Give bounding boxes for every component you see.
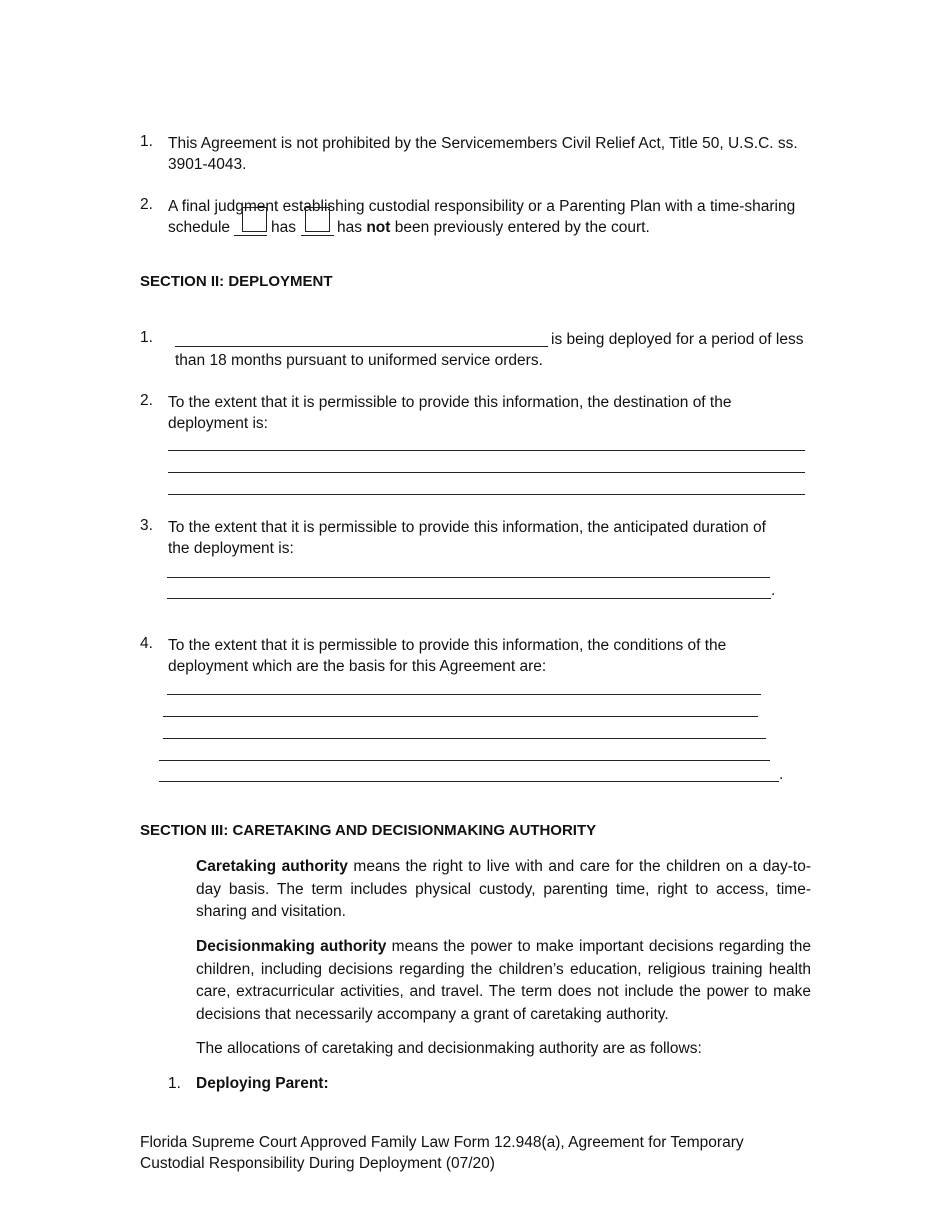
judgment-tail: been previously entered by the court. — [394, 219, 650, 236]
destination-prompt — [168, 392, 731, 434]
footer-line-1: Florida Supreme Court Approved Family Law Form 12.948(a), Agreement for Temporary — [140, 1134, 744, 1151]
deployment-period-line-2: than 18 months pursuant to uniformed service orders. — [175, 352, 543, 369]
duration-end-period: . — [771, 582, 776, 599]
caretaking-term: Caretaking authority — [196, 858, 348, 875]
duration-prompt — [168, 517, 766, 559]
item-number: 2. — [140, 392, 153, 409]
has-not-checkbox[interactable] — [305, 207, 330, 232]
form-footer — [140, 1132, 820, 1174]
item-number: 1. — [140, 329, 153, 346]
schedule-word: schedule — [168, 219, 231, 236]
deploying-person-blank[interactable] — [175, 346, 548, 347]
allocations-intro: The allocations of caretaking and decisionmaking authority are as follows: — [196, 1040, 702, 1057]
conditions-line-1: To the extent that it is permissible to provide this information, the conditions of the — [168, 637, 727, 654]
section-3-heading: SECTION III: CARETAKING AND DECISIONMAKING AUTHORITY — [140, 822, 597, 839]
section-2-heading: SECTION II: DEPLOYMENT — [140, 273, 333, 290]
decisionmaking-def-text: means the power to make important decisions regarding the children, including decisions regarding the children’s education, religious training health care, extracurricular activities, and travel. The term does not include the power to make decisions that necessarily accompany a grant of caretaking authority. — [196, 938, 811, 1023]
conditions-end-period: . — [779, 766, 784, 783]
duration-line-2: the deployment is: — [168, 540, 294, 557]
judgment-line-1: A final judgment establishing custodial responsibility or a Parenting Plan with a time-sharing — [168, 198, 796, 215]
blank-line — [301, 235, 334, 236]
has-label: has — [271, 219, 296, 236]
deployment-period-text: is being deployed for a period of less — [551, 331, 804, 348]
item-number: 1. — [168, 1075, 181, 1092]
item-number: 1. — [140, 133, 153, 150]
has-word: has — [337, 219, 362, 236]
decisionmaking-term: Decisionmaking authority — [196, 938, 387, 955]
conditions-blank-4[interactable] — [159, 760, 770, 761]
duration-blank-2[interactable] — [167, 598, 771, 599]
not-word: not — [366, 219, 391, 236]
caretaking-def-text: means the right to live with and care for the children on a day-to-day basis. The term includes physical custody, parenting time, right to access, time-sharing and visitation. — [196, 858, 811, 920]
footer-line-2: Custodial Responsibility During Deployment (07/20) — [140, 1155, 495, 1172]
has-checkbox[interactable] — [242, 207, 267, 232]
item-number: 3. — [140, 517, 153, 534]
scra-line-1: This Agreement is not prohibited by the Servicemembers Civil Relief Act, Title 50, U.S.C. ss. — [168, 135, 798, 152]
conditions-prompt — [168, 635, 726, 677]
conditions-blank-3[interactable] — [163, 738, 766, 739]
destination-line-1: To the extent that it is permissible to provide this information, the destination of the — [168, 394, 732, 411]
item-number: 2. — [140, 196, 153, 213]
destination-blank-3[interactable] — [168, 494, 805, 495]
item-number: 4. — [140, 635, 153, 652]
scra-line-2: 3901-4043. — [168, 156, 247, 173]
duration-line-1: To the extent that it is permissible to provide this information, the anticipated duration of — [168, 519, 766, 536]
conditions-blank-1[interactable] — [167, 694, 761, 695]
conditions-blank-5[interactable] — [159, 781, 779, 782]
decisionmaking-definition — [196, 936, 811, 1026]
deploying-parent-label: Deploying Parent: — [196, 1075, 329, 1092]
destination-blank-2[interactable] — [168, 472, 805, 473]
duration-blank-1[interactable] — [167, 577, 770, 578]
conditions-blank-2[interactable] — [163, 716, 758, 717]
destination-line-2: deployment is: — [168, 415, 268, 432]
has-not-label — [337, 217, 650, 238]
scra-statement — [168, 133, 798, 175]
caretaking-definition — [196, 856, 811, 924]
destination-blank-1[interactable] — [168, 450, 805, 451]
conditions-line-2: deployment which are the basis for this Agreement are: — [168, 658, 547, 675]
blank-line — [234, 235, 267, 236]
